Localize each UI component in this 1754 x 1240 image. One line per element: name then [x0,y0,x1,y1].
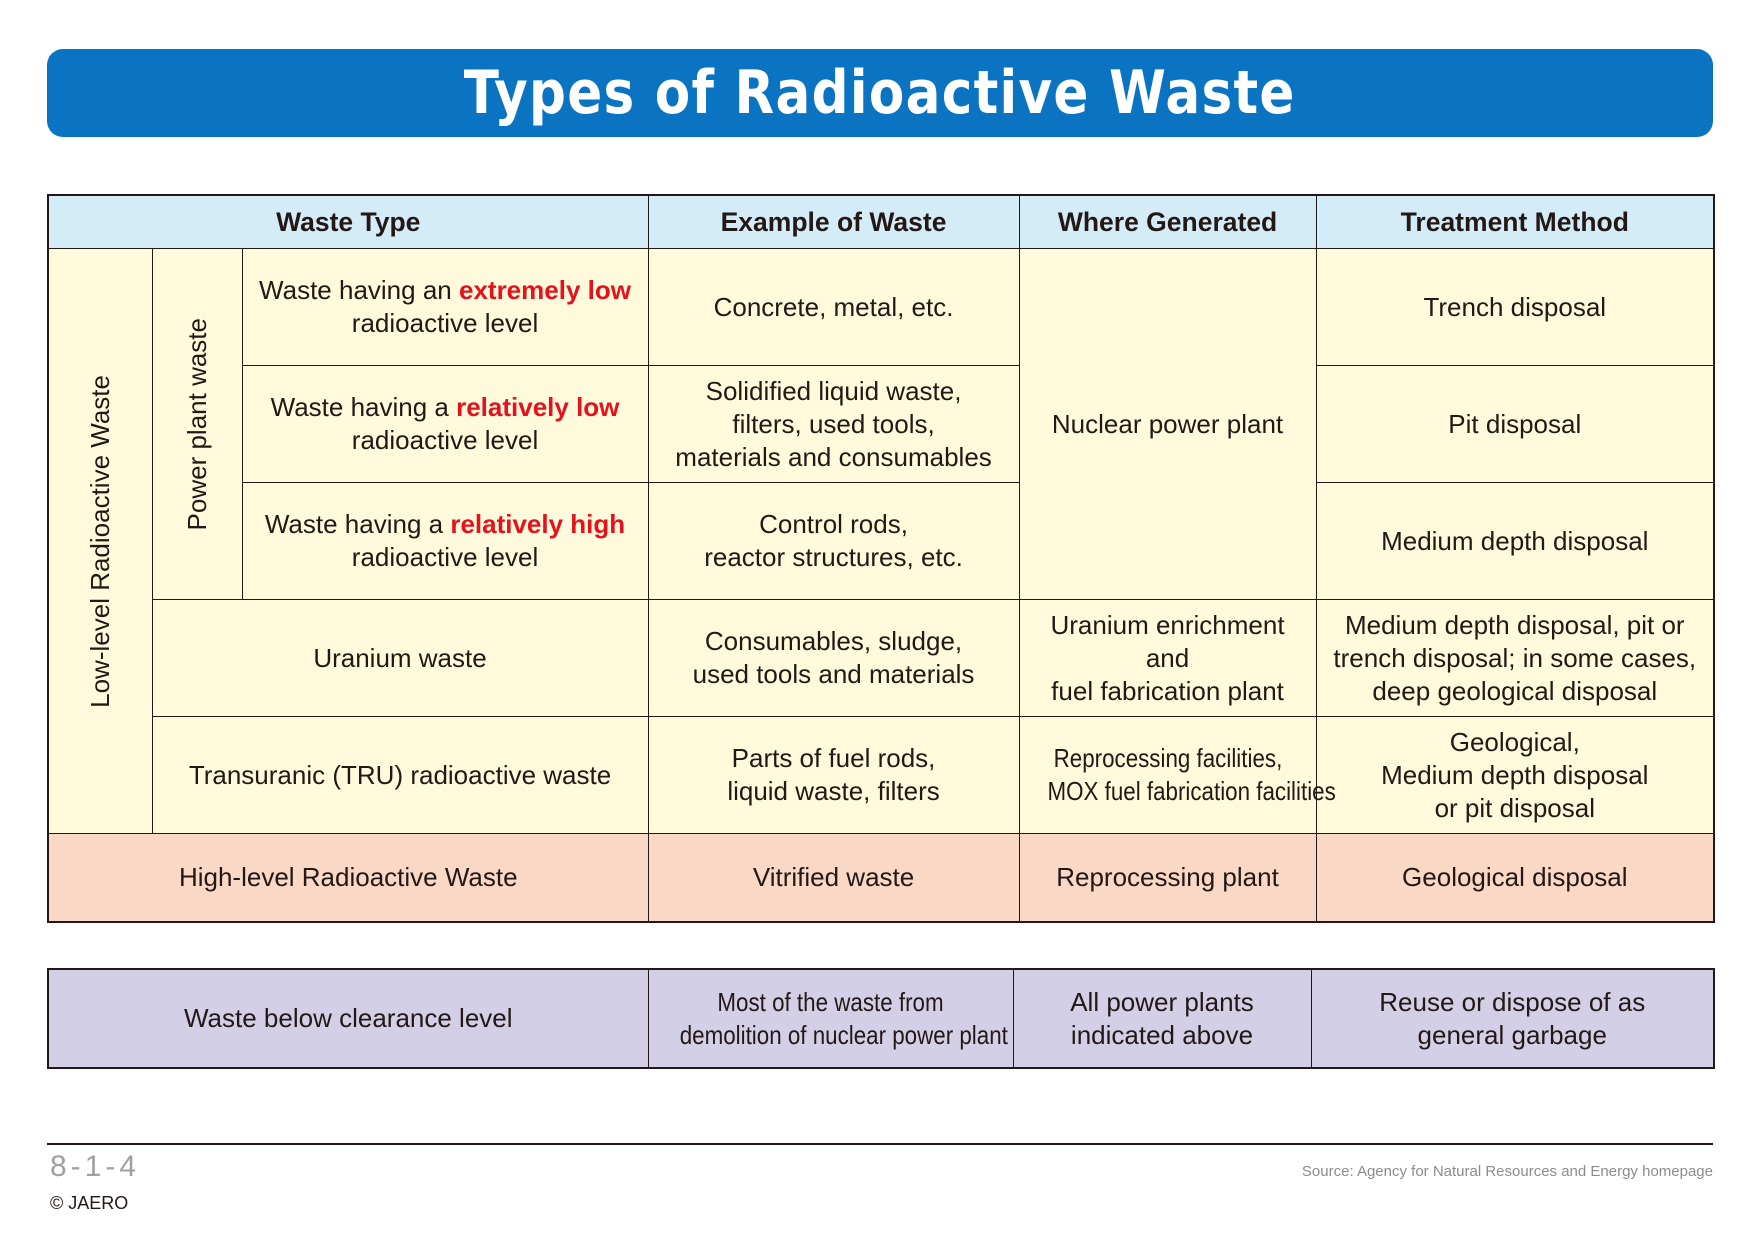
low-level-group-label: Low-level Radioactive Waste [48,249,152,834]
example-cell: Vitrified waste [648,834,1019,922]
header-waste-type: Waste Type [48,195,648,249]
example-cell: Consumables, sludge, used tools and materials [648,600,1019,717]
example-cell: Control rods, reactor structures, etc. [648,483,1019,600]
table-row-uranium [48,600,1714,717]
page-number: 8-1-4 [50,1150,141,1183]
treatment-cell: Trench disposal [1316,249,1714,366]
waste-type-cell: High-level Radioactive Waste [48,834,648,922]
table-row-clearance [48,969,1714,1068]
power-plant-group-label: Power plant waste [152,249,242,600]
example-cell: Parts of fuel rods, liquid waste, filters [648,717,1019,834]
header-example: Example of Waste [648,195,1019,249]
treatment-cell: Geological disposal [1316,834,1714,922]
treatment-cell: Geological, Medium depth disposal or pit disposal [1316,717,1714,834]
example-cell: Concrete, metal, etc. [648,249,1019,366]
waste-type-cell: Waste having a relatively high radioactive level [242,483,648,600]
emphasis-text: relatively high [450,509,626,539]
waste-type-cell: Waste below clearance level [48,969,648,1068]
example-cell: Most of the waste from demolition of nuclear power plant [648,969,1013,1068]
where-generated-cell: Reprocessing facilities, MOX fuel fabrication facilities [1019,717,1316,834]
page-title: Types of Radioactive Waste [464,58,1296,128]
header-where-generated: Where Generated [1019,195,1316,249]
example-cell: Solidified liquid waste, filters, used tools, materials and consumables [648,366,1019,483]
copyright-notice: © JAERO [50,1193,129,1213]
header-row [48,195,1714,249]
treatment-cell: Pit disposal [1316,366,1714,483]
waste-types-table [47,194,1715,923]
emphasis-text: extremely low [458,275,631,305]
treatment-cell: Reuse or dispose of as general garbage [1311,969,1714,1068]
where-generated-cell: Reprocessing plant [1019,834,1316,922]
where-generated-cell: Uranium enrichment and fuel fabrication plant [1019,600,1316,717]
where-generated-cell: Nuclear power plant [1019,249,1316,600]
waste-type-cell: Waste having a relatively low radioactive level [242,366,648,483]
emphasis-text: relatively low [456,392,620,422]
source-citation: Source: Agency for Natural Resources and Energy homepage [1301,1163,1713,1180]
table-row-extremely-low [48,249,1714,366]
clearance-level-table [47,968,1715,1069]
table-row-high-level [48,834,1714,922]
waste-type-cell: Waste having an extremely low radioactive level [242,249,648,366]
table-row-tru [48,717,1714,834]
header-treatment-method: Treatment Method [1316,195,1714,249]
waste-type-cell: Uranium waste [152,600,648,717]
treatment-cell: Medium depth disposal [1316,483,1714,600]
table-row-relatively-low [48,366,1714,483]
title-banner [47,49,1713,137]
waste-type-cell: Transuranic (TRU) radioactive waste [152,717,648,834]
table-row-relatively-high [48,483,1714,600]
treatment-cell: Medium depth disposal, pit or trench disposal; in some cases, deep geological disposal [1316,600,1714,717]
footer-divider [47,1143,1713,1145]
where-generated-cell: All power plants indicated above [1013,969,1311,1068]
